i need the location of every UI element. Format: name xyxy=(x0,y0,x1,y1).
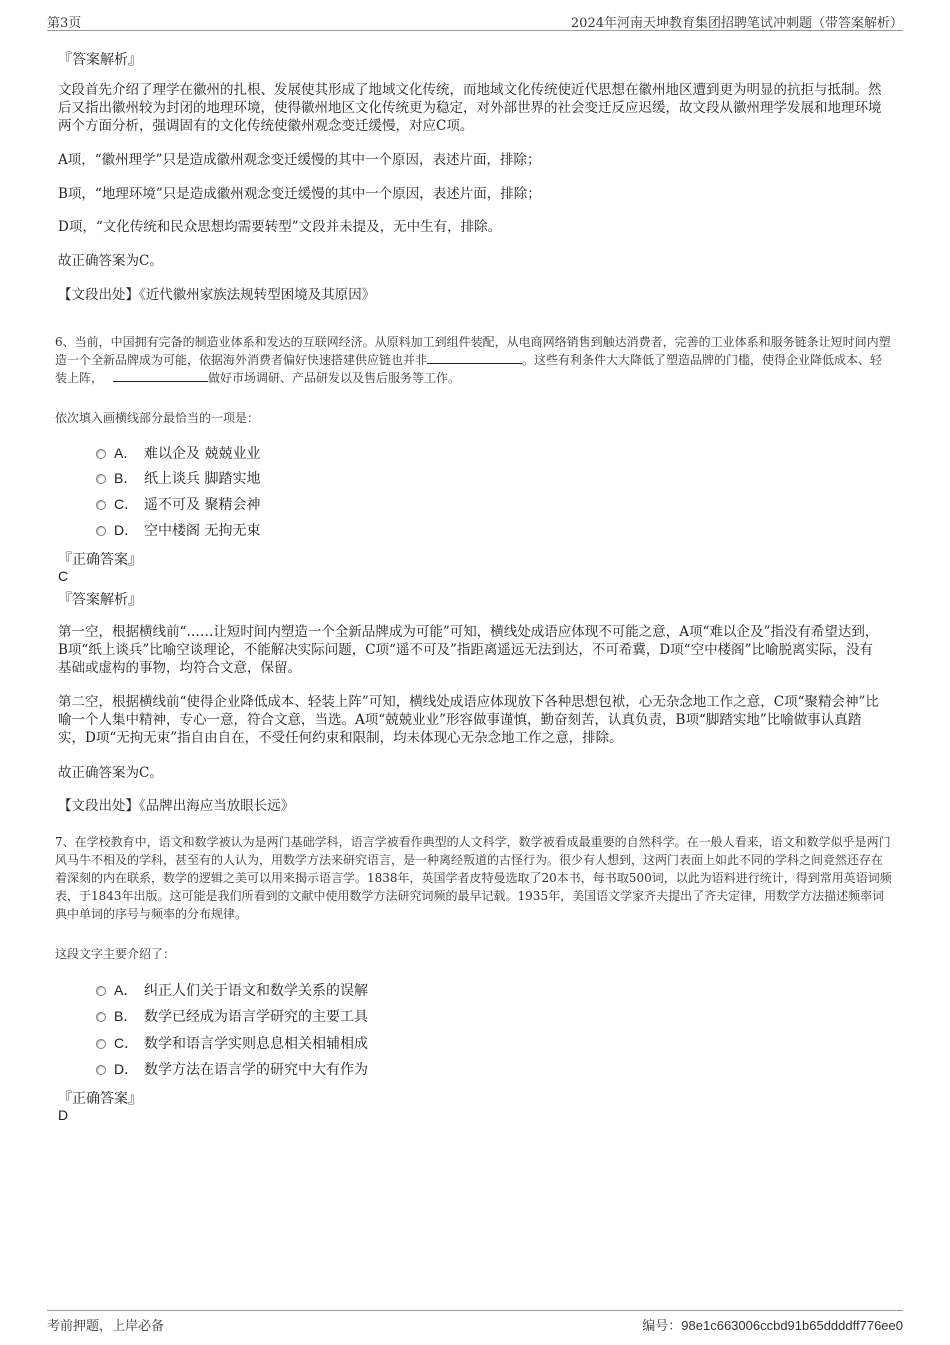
option-text: 数学和语言学实则息息相关相辅相成 xyxy=(144,1036,368,1052)
document-title: 2024年河南天坤教育集团招聘笔试冲刺题（带答案解析） xyxy=(570,16,903,31)
radio-button[interactable] xyxy=(96,986,106,996)
source-citation: 【文段出处】《近代徽州家族法规转型困境及其原因》 xyxy=(58,287,376,303)
option-text: 数学方法在语言学的研究中大有作为 xyxy=(144,1062,368,1078)
option-text: 数学已经成为语言学研究的主要工具 xyxy=(144,1009,368,1025)
fill-blank-1 xyxy=(427,351,522,364)
option-text: 纠正人们关于语文和数学关系的误解 xyxy=(144,983,368,999)
analysis-label: 『答案解析』 xyxy=(58,52,142,68)
code-label: 编号： xyxy=(642,1319,682,1334)
radio-button[interactable] xyxy=(96,500,106,510)
radio-button[interactable] xyxy=(96,449,106,459)
radio-button[interactable] xyxy=(96,474,106,484)
option-letter: B． xyxy=(114,1008,138,1024)
analysis-label: 『答案解析』 xyxy=(58,592,142,608)
option-b[interactable] xyxy=(96,1006,368,1026)
option-letter: D． xyxy=(114,1061,139,1077)
question-7-stem: 7、在学校教育中，语文和数学被认为是两门基础学科，语言学被看作典型的人文科学，数学被看成最重要的自然科学。在一般人看来，语文和数学似乎是两门风马牛不相及的学科，甚至有的人认为，用数学方法来研究语言，是一种离经叛道的古怪行为。很少有人想到，这两门表面上如此不同的学科之间竟然还存在着深刻的内在联系，数学的逻辑之美可以用来揭示语言学。1838年，英国学者皮特曼选取了20本书，每书取500词，以此为语料进行统计，得到常用英语词频表，于1843年出版。这可能是我们所看到的文献中使用数学方法研究词频的最早记载。1935年，美国语文学家齐夫提出了齐夫定律，用数学方法描述频率词典中单词的序号与频率的分布规律。 xyxy=(55,835,892,921)
option-letter: B． xyxy=(114,470,138,486)
correct-answer: C xyxy=(58,568,69,584)
analysis-conclusion: 故正确答案为C。 xyxy=(58,765,163,781)
option-c[interactable] xyxy=(96,1033,368,1053)
question-6-stem xyxy=(55,333,893,387)
option-letter: D． xyxy=(114,522,139,538)
question-prompt: 依次填入画横线部分最恰当的一项是： xyxy=(55,411,260,425)
question-stem-text: 。这些有利条件大大降低了塑造品牌的门槛，使得企业降低成本、轻装上阵， xyxy=(55,353,883,385)
fill-blank-2 xyxy=(113,369,208,382)
page-number: 第3页 xyxy=(47,16,82,31)
option-c[interactable] xyxy=(96,494,260,514)
radio-button[interactable] xyxy=(96,1012,106,1022)
option-letter: C． xyxy=(114,496,139,512)
question-stem-text: 做好市场调研、产品研发以及售后服务等工作。 xyxy=(208,371,461,385)
radio-button[interactable] xyxy=(96,1065,106,1075)
page-footer xyxy=(47,1310,903,1337)
analysis-paragraph: 文段首先介绍了理学在徽州的扎根、发展使其形成了地域文化传统，而地域文化传统使近代思想在徽州地区遭到更为明显的抗拒与抵制。然后又指出徽州较为封闭的地理环境，使得徽州地区文化传统更为稳定，对外部世界的社会变迁反应迟缓，故文段从徽州理学发展和地理环境两个方面分析，强调固有的文化传统使徽州观念变迁缓慢，对应C项。 xyxy=(58,82,882,134)
question-stem-text: 6、当前，中国拥有完备的制造业体系和发达的互联网经济。从原料加工到组件装配，从电商网络销售到触达消费者，完善的工业体系和服务链条让短时间内塑造一个全新品牌成为可能，依据海外消费者偏好快速搭建供应链也并非 xyxy=(55,335,891,367)
analysis-paragraph: 第二空，根据横线前“使得企业降低成本、轻装上阵”可知，横线处成语应体现放下各种思想包袱，心无杂念地工作之意，C项“聚精会神”比喻一个人集中精神，专心一意，符合文意，当选。A项“兢兢业业”形容做事谨慎，勤奋刻苦，认真负责，B项“脚踏实地”比喻做事认真踏实，D项“无拘无束”指自由自在，不受任何约束和限制，均未体现心无杂念地工作之意，排除。 xyxy=(58,694,879,746)
document-code xyxy=(642,1315,903,1334)
analysis-paragraph: 第一空，根据横线前“……让短时间内塑造一个全新品牌成为可能”可知，横线处成语应体现不可能之意，A项“难以企及”指没有希望达到，B项“纸上谈兵”比喻空谈理论，不能解决实际问题，C项“遥不可及”指距离遥远无法到达，不可希冀，D项“空中楼阁”比喻脱离实际，没有基础或虚构的事物，均符合文意，保留。 xyxy=(58,624,879,676)
correct-answer-label: 『正确答案』 xyxy=(58,1091,142,1107)
question-prompt: 这段文字主要介绍了： xyxy=(55,947,176,961)
option-text: 难以企及 兢兢业业 xyxy=(144,446,261,462)
analysis-option-b: B项，“地理环境”只是造成徽州观念变迁缓慢的其中一个原因，表述片面，排除； xyxy=(58,186,541,202)
analysis-option-a: A项，“徽州理学”只是造成徽州观念变迁缓慢的其中一个原因，表述片面，排除； xyxy=(58,152,541,168)
option-b[interactable] xyxy=(96,468,260,488)
option-letter: A． xyxy=(114,445,138,461)
analysis-conclusion: 故正确答案为C。 xyxy=(58,253,163,269)
page-header xyxy=(47,12,903,31)
option-text: 遥不可及 聚精会神 xyxy=(144,497,261,513)
option-letter: C． xyxy=(114,1035,139,1051)
correct-answer-label: 『正确答案』 xyxy=(58,552,142,568)
option-d[interactable] xyxy=(96,520,260,540)
footer-slogan: 考前押题，上岸必备 xyxy=(47,1319,165,1334)
option-text: 纸上谈兵 脚踏实地 xyxy=(144,471,261,487)
analysis-option-d: D项，“文化传统和民众思想均需要转型”文段并未提及，无中生有，排除。 xyxy=(58,219,502,235)
correct-answer: D xyxy=(58,1107,69,1123)
option-a[interactable] xyxy=(96,443,260,463)
option-letter: A． xyxy=(114,982,138,998)
radio-button[interactable] xyxy=(96,526,106,536)
option-a[interactable] xyxy=(96,980,368,1000)
source-citation: 【文段出处】《品牌出海应当放眼长远》 xyxy=(58,798,295,814)
code-value: 98e1c663006ccbd91b65ddddff776ee0 xyxy=(681,1318,903,1333)
radio-button[interactable] xyxy=(96,1039,106,1049)
option-text: 空中楼阁 无拘无束 xyxy=(144,523,261,539)
option-d[interactable] xyxy=(96,1059,368,1079)
